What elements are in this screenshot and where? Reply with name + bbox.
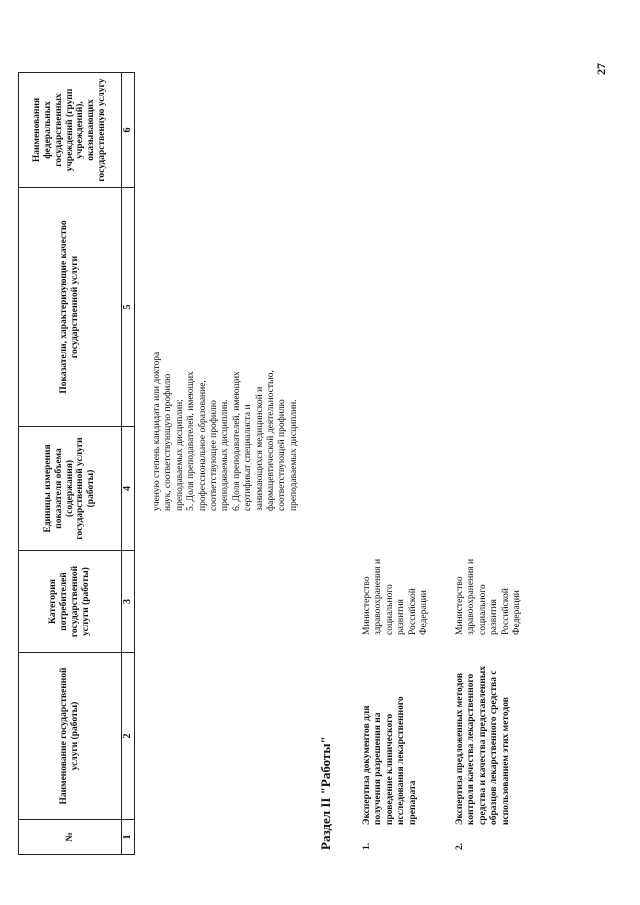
- text-line: проведение клинического: [384, 713, 395, 825]
- text-line: Экспертиза предложенных методов: [455, 673, 465, 825]
- header-service-name: Наименование государственной услуги (работы): [19, 653, 122, 820]
- text-line: ученую степень кандидата или доктора: [152, 351, 162, 511]
- column-number-row: [122, 73, 135, 855]
- text-line: 5. Доля преподавателей, имеющих: [186, 371, 197, 511]
- column-number: 6: [122, 73, 135, 188]
- text-line: исследования лекарственного: [396, 696, 407, 825]
- text-line: получения разрешения на: [373, 712, 384, 825]
- text-line: препарата: [407, 780, 418, 825]
- text-line: Российской: [500, 588, 511, 635]
- text-line: соответствующее профилю: [208, 400, 219, 511]
- text-line: фармацевтической деятельностью,: [265, 370, 276, 511]
- text-line: контроля качества лекарственного: [466, 673, 477, 825]
- text-line: образцов лекарственного средства с: [489, 670, 500, 825]
- header-volume-units: Единицы измерения показателя объема (содержания) государственной услуги (работы): [19, 427, 122, 551]
- text-line: 6. Доля преподавателей, имеющих: [231, 371, 242, 511]
- column-number: 4: [122, 427, 135, 551]
- text-line: Федерации: [418, 590, 429, 635]
- text-line: Российской: [407, 588, 418, 635]
- text-line: социального: [384, 584, 395, 635]
- text-line: Федерации: [511, 590, 522, 635]
- text-line: преподаваемых дисциплин;: [174, 399, 185, 511]
- work-name: [362, 696, 419, 825]
- column-number: 3: [122, 551, 135, 653]
- text-line: Министерство: [362, 576, 372, 635]
- page-number: 27: [594, 63, 608, 75]
- text-line: преподаваемых дисциплин.: [288, 399, 299, 511]
- quality-indicators-continued: [152, 352, 300, 511]
- header-quality-indicators: Показатели, характеризующие качество государственной услуги: [19, 188, 122, 427]
- column-number: 5: [122, 188, 135, 427]
- text-line: развития: [396, 599, 407, 635]
- text-line: занимающихся медицинской и: [254, 386, 265, 511]
- text-line: социального: [477, 584, 488, 635]
- column-number: 2: [122, 653, 135, 820]
- header-institutions: Наименования федеральных государственных учреждений (групп учреждений), оказывающих государственную услугу: [19, 73, 122, 188]
- services-table: [18, 72, 135, 855]
- header-consumer-category: Категория потребителей государственной услуги (работы): [19, 551, 122, 653]
- work-number: 2.: [455, 842, 465, 850]
- header-number: №: [19, 820, 122, 855]
- text-line: здравоохранения и: [466, 558, 477, 635]
- text-line: Экспертиза документов для: [362, 705, 372, 825]
- text-line: Министерство: [455, 576, 465, 635]
- text-line: наук, соответствующую профилю: [163, 373, 174, 511]
- text-line: сертификат специалиста и: [243, 404, 254, 511]
- work-name: [455, 666, 512, 825]
- section-title: Раздел II "Работы": [318, 736, 333, 850]
- table-header-row: [19, 73, 122, 855]
- text-line: преподаваемых дисциплин.: [220, 399, 231, 511]
- column-number: 1: [122, 820, 135, 855]
- work-number: 1.: [362, 842, 372, 850]
- text-line: использованием этих методов: [500, 697, 511, 825]
- work-consumer: [362, 559, 430, 635]
- text-line: средства и качества представленных: [477, 666, 488, 825]
- text-line: развития: [489, 599, 500, 635]
- text-line: здравоохранения и: [373, 558, 384, 635]
- text-line: профессиональное образование,: [197, 380, 208, 511]
- work-consumer: [455, 559, 523, 635]
- text-line: соответствующей профилю: [277, 399, 288, 511]
